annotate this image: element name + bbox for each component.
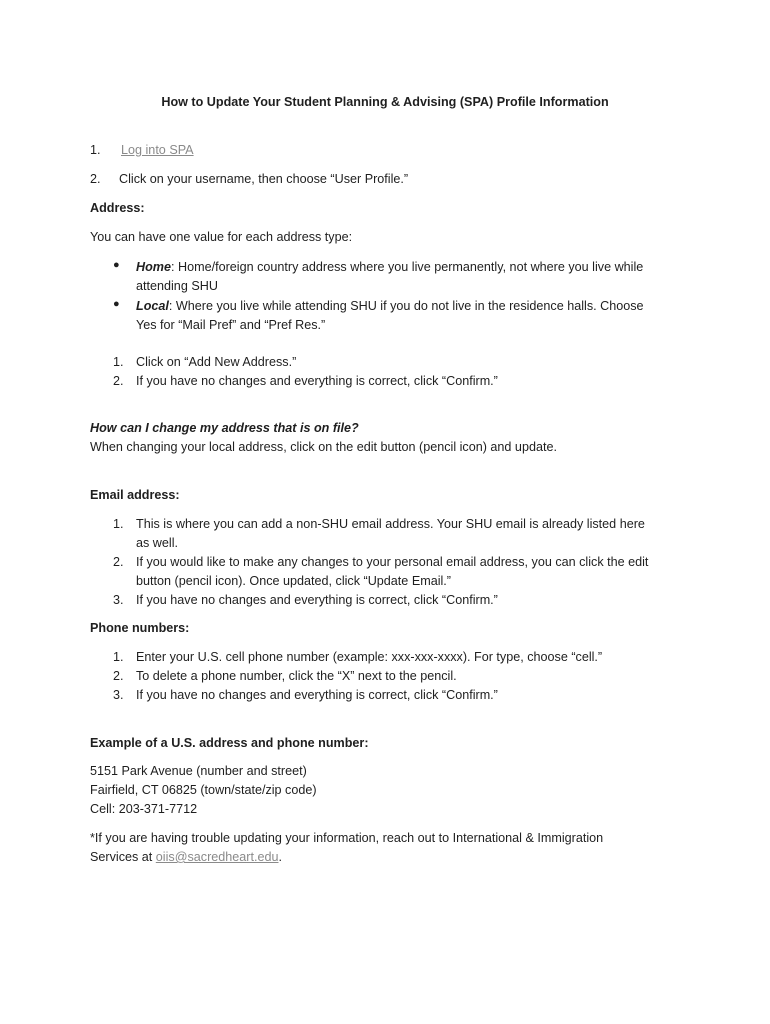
list-number: 1. xyxy=(113,355,124,369)
list-number: 3. xyxy=(113,593,124,607)
bullet-term: Home xyxy=(136,260,171,274)
list-text: If you have no changes and everything is correct, click “Confirm.” xyxy=(136,688,498,702)
list-number: 2. xyxy=(113,669,124,683)
step-text: Click on your username, then choose “User Profile.” xyxy=(119,172,409,186)
change-question: How can I change my address that is on file? xyxy=(90,421,359,435)
list-number: 1. xyxy=(113,650,124,664)
footer-note-line2 xyxy=(90,848,282,866)
list-text: To delete a phone number, click the “X” next to the pencil. xyxy=(136,669,457,683)
footer-note-line1: *If you are having trouble updating your information, reach out to International & Immigration xyxy=(90,831,604,845)
example-line: Cell: 203-371-7712 xyxy=(90,802,198,816)
page-title: How to Update Your Student Planning & Advising (SPA) Profile Information xyxy=(161,95,609,109)
bullet-icon: ● xyxy=(113,259,120,271)
change-answer: When changing your local address, click on the edit button (pencil icon) and update. xyxy=(90,440,557,454)
example-line: Fairfield, CT 06825 (town/state/zip code) xyxy=(90,783,317,797)
list-text: Enter your U.S. cell phone number (example: xxx-xxx-xxxx). For type, choose “cell.” xyxy=(136,650,603,664)
address-heading: Address: xyxy=(90,201,145,215)
bullet-home-line2: attending SHU xyxy=(136,279,218,293)
list-number: 1. xyxy=(113,517,124,531)
footer-prefix: Services at xyxy=(90,850,156,864)
list-number: 3. xyxy=(113,688,124,702)
bullet-local-line2: Yes for “Mail Pref” and “Pref Res.” xyxy=(136,318,326,332)
list-number: 2. xyxy=(113,374,124,388)
address-intro: You can have one value for each address type: xyxy=(90,230,353,244)
email-heading: Email address: xyxy=(90,488,180,502)
list-text: Click on “Add New Address.” xyxy=(136,355,297,369)
list-text: If you would like to make any changes to your personal email address, you can click the edit xyxy=(136,555,649,569)
bullet-term: Local xyxy=(136,299,169,313)
phone-heading: Phone numbers: xyxy=(90,621,190,635)
step-number: 1. xyxy=(90,143,101,157)
step-number: 2. xyxy=(90,172,101,186)
list-text: as well. xyxy=(136,536,178,550)
log-into-spa-link[interactable]: Log into SPA xyxy=(121,143,194,157)
list-text: If you have no changes and everything is correct, click “Confirm.” xyxy=(136,593,498,607)
bullet-text: : Where you live while attending SHU if you do not live in the residence halls. Choose xyxy=(168,299,644,313)
list-text: This is where you can add a non-SHU email address. Your SHU email is already listed here xyxy=(136,517,645,531)
footer-suffix: . xyxy=(278,850,282,864)
bullet-icon: ● xyxy=(113,298,120,310)
bullet-home-line1 xyxy=(136,258,643,276)
oiis-email-link[interactable]: oiis@sacredheart.edu xyxy=(155,850,279,864)
list-number: 2. xyxy=(113,555,124,569)
list-text: If you have no changes and everything is correct, click “Confirm.” xyxy=(136,374,498,388)
list-text: button (pencil icon). Once updated, click “Update Email.” xyxy=(136,574,451,588)
bullet-local-line1 xyxy=(136,297,644,315)
example-heading: Example of a U.S. address and phone number: xyxy=(90,736,369,750)
example-line: 5151 Park Avenue (number and street) xyxy=(90,764,307,778)
bullet-text: : Home/foreign country address where you live permanently, not where you live while xyxy=(171,260,644,274)
